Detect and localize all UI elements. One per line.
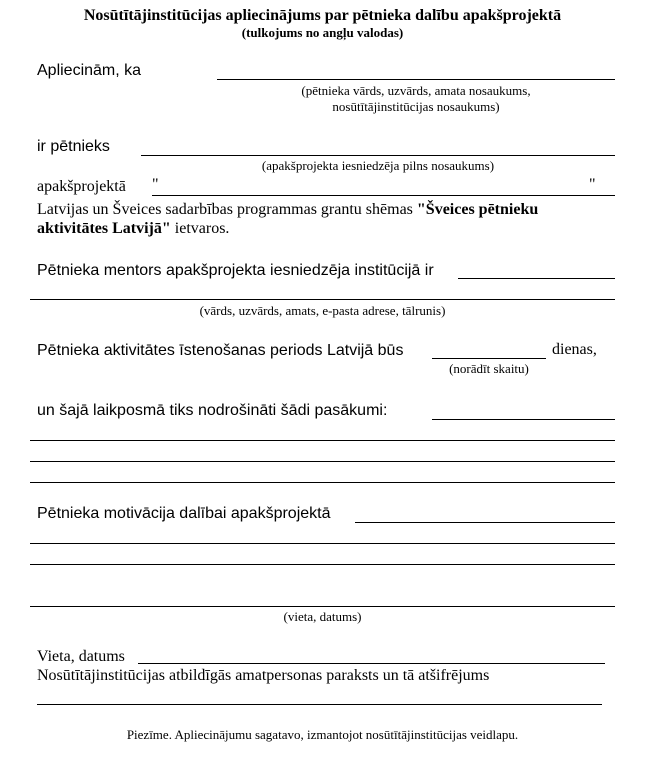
period-label: Pētnieka aktivitātes īstenošanas periods Latvijā būs <box>37 342 404 359</box>
mentor-label: Pētnieka mentors apakšprojekta iesniedzēja institūcijā ir <box>37 262 434 279</box>
activities-label: un šajā laikposmā tiks nodrošināti šādi pasākumi: <box>37 402 388 419</box>
program-text-prefix: Latvijas un Šveices sadarbības programmas grantu shēmas <box>37 201 417 218</box>
mentor-hint: (vārds, uzvārds, amats, e-pasta adrese, tālrunis) <box>199 303 446 318</box>
period-days-field[interactable] <box>432 358 546 359</box>
signature-field[interactable] <box>37 704 602 705</box>
motivation-label: Pētnieka motivācija dalībai apakšprojektā <box>37 505 331 522</box>
researcher-name-hint-2: nosūtītājinstitūcijas nosaukums) <box>332 99 500 114</box>
program-name-part-1: "Šveices pētnieku <box>416 201 539 218</box>
program-name-part-2: aktivitātes Latvijā" <box>37 220 171 237</box>
period-unit: dienas, <box>552 341 597 358</box>
motivation-field-1[interactable] <box>355 522 615 523</box>
motivation-field-2[interactable] <box>30 543 615 544</box>
subproject-quote-close: " <box>589 176 596 193</box>
page-title <box>0 7 645 25</box>
title-text: Nosūtītājinstitūcijas apliecinājums par pētnieka dalību apakšprojektā <box>83 7 562 24</box>
program-text-line-1 <box>37 201 538 219</box>
researcher-name-hint-1: (pētnieka vārds, uzvārds, amata nosaukums, <box>301 83 531 98</box>
place-date-hint: (vieta, datums) <box>283 609 362 624</box>
subtitle-text: (tulkojums no angļu valodas) <box>241 25 404 40</box>
researcher-name-field[interactable] <box>217 79 615 80</box>
researcher-label: ir pētnieks <box>37 138 110 155</box>
footer-note: Piezīme. Apliecinājumu sagatavo, izmantojot nosūtītājinstitūcijas veidlapu. <box>126 727 519 742</box>
certify-label: Apliecinām, ka <box>37 62 142 79</box>
mentor-field-2[interactable] <box>30 299 615 300</box>
subproject-name-field[interactable] <box>152 195 615 196</box>
signature-label: Nosūtītājinstitūcijas atbildīgās amatpersonas paraksts un tā atšifrējums <box>37 667 490 684</box>
program-text-suffix: ietvaros. <box>170 220 230 237</box>
subproject-label: apakšprojektā <box>37 178 126 195</box>
activities-field-3[interactable] <box>30 461 615 462</box>
activities-field-1[interactable] <box>432 419 615 420</box>
motivation-field-3[interactable] <box>30 564 615 565</box>
activities-field-4[interactable] <box>30 482 615 483</box>
period-hint: (norādīt skaitu) <box>449 361 529 376</box>
subproject-quote-open: " <box>152 176 159 193</box>
mentor-field-1[interactable] <box>458 278 615 279</box>
applicant-name-hint: (apakšprojekta iesniedzēja pilns nosaukums) <box>261 158 495 173</box>
program-text-line-2 <box>37 220 229 238</box>
page-subtitle <box>0 25 645 40</box>
signature-place-date-field[interactable] <box>138 663 605 664</box>
signature-place-date-label: Vieta, datums <box>37 648 125 665</box>
place-date-field[interactable] <box>30 606 615 607</box>
activities-field-2[interactable] <box>30 440 615 441</box>
applicant-name-field[interactable] <box>141 155 615 156</box>
